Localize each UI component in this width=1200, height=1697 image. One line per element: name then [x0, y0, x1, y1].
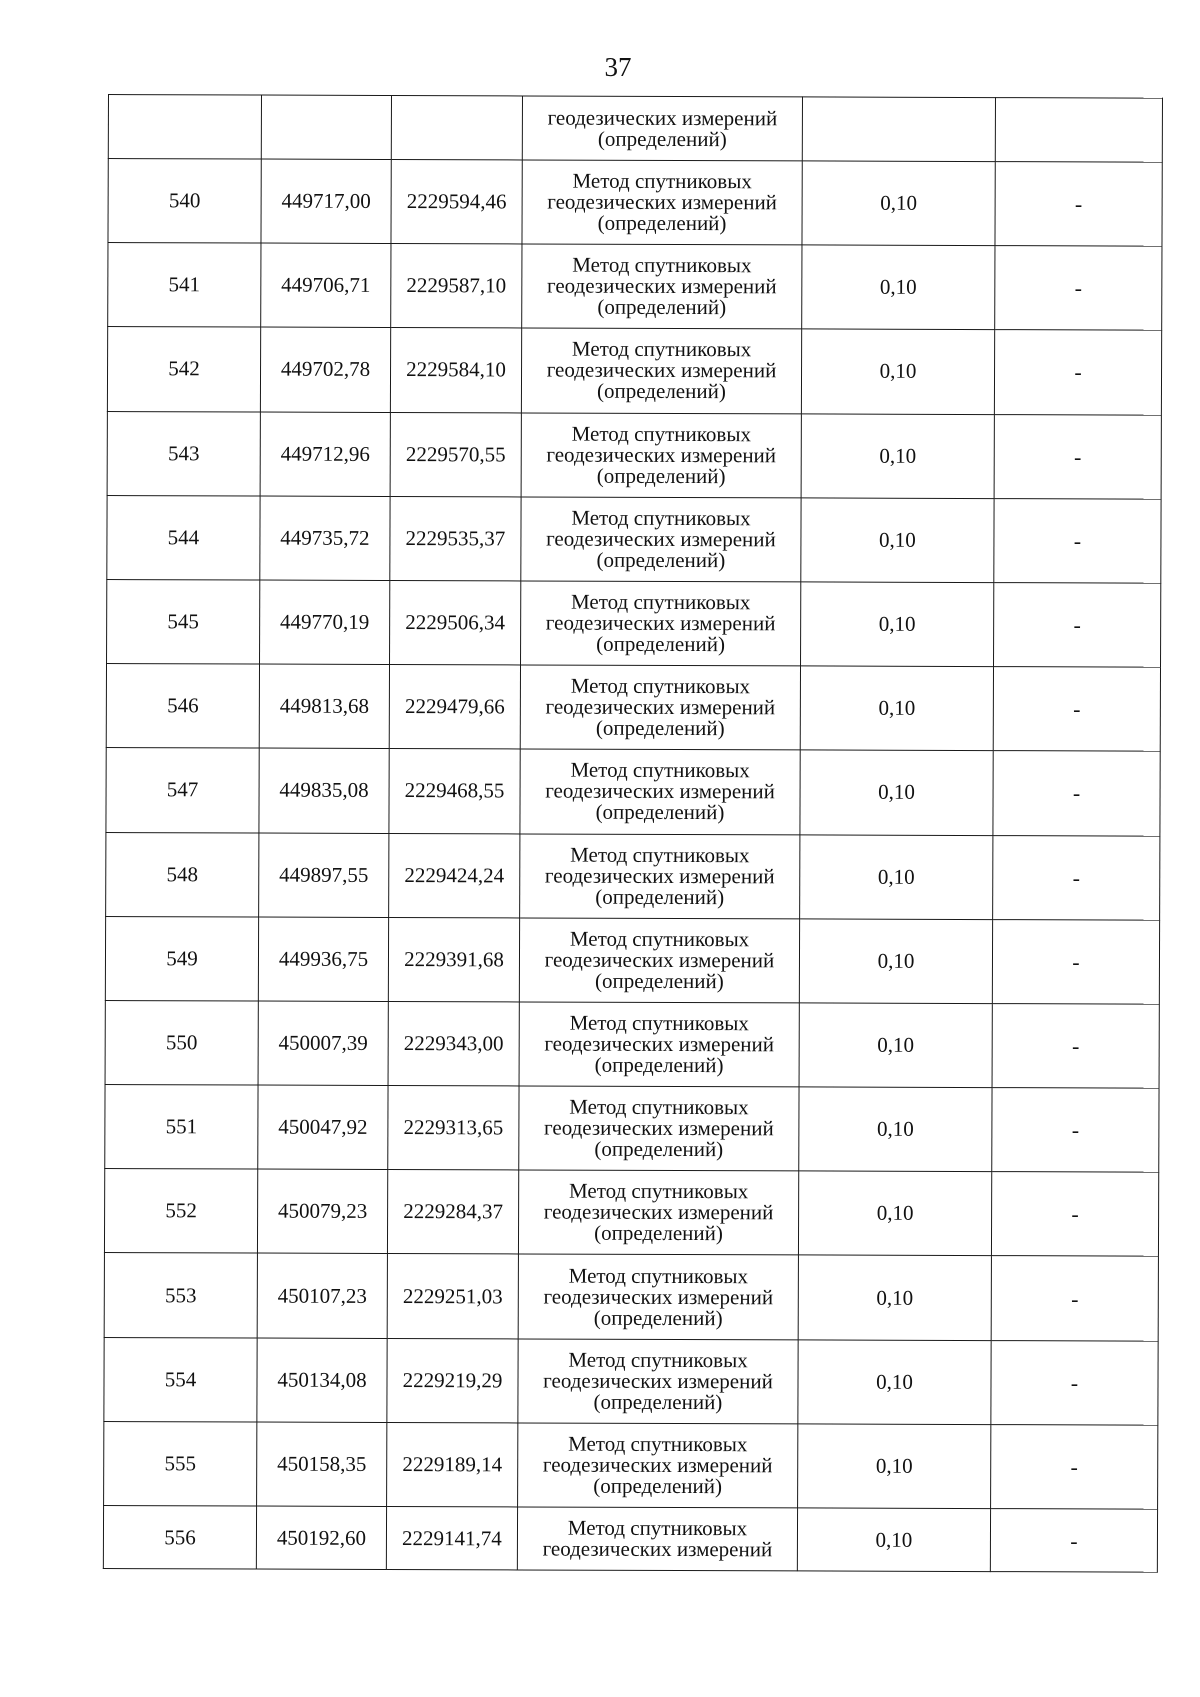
accuracy-cell: 0,10 [798, 1424, 991, 1509]
continuation-row [108, 95, 1162, 163]
note-cell [995, 98, 1162, 163]
x-cell: 449712,96 [260, 412, 390, 497]
note-cell: - [991, 1424, 1158, 1509]
y-cell: 2229189,14 [387, 1422, 518, 1507]
method-line-3: (определений) [594, 1221, 723, 1246]
method-line-1: Метод спутниковых [571, 505, 751, 531]
method-line-3: (определений) [593, 1389, 723, 1414]
method-line-2: геодезических измерений [543, 1368, 773, 1394]
x-cell: 449735,72 [260, 496, 390, 581]
note-cell: - [993, 835, 1160, 920]
table-row [108, 243, 1162, 331]
method-line-2: геодезических измерений [544, 1031, 775, 1057]
accuracy-cell: 0,10 [801, 413, 994, 498]
x-cell: 449897,55 [259, 833, 389, 918]
method-line-2: геодезических измерений [546, 442, 777, 467]
method-line-3: (определений) [596, 547, 726, 573]
point-cell: 551 [105, 1085, 258, 1170]
method-line-2: геодезических измерений [545, 610, 776, 636]
accuracy-cell: 0,10 [799, 1003, 992, 1088]
method-cell [519, 1086, 799, 1171]
table-row [107, 327, 1161, 415]
point-cell [108, 95, 261, 160]
method-line-3: (определений) [593, 1473, 723, 1499]
method-line-3: (определений) [594, 968, 724, 993]
note-cell: - [990, 1509, 1157, 1573]
table-row [105, 1000, 1159, 1088]
accuracy-cell: 0,10 [802, 245, 995, 330]
point-cell: 543 [107, 411, 260, 496]
method-line-1: Метод спутниковых [570, 842, 750, 867]
note-cell: - [992, 919, 1159, 1004]
table-row [107, 495, 1161, 583]
method-cell [521, 413, 801, 498]
table-body [103, 95, 1162, 1573]
point-cell: 541 [108, 243, 261, 328]
table-row [104, 1253, 1158, 1341]
accuracy-cell: 0,10 [798, 1171, 991, 1256]
method-cell [517, 1507, 797, 1571]
method-line-3: (определений) [594, 1052, 724, 1078]
note-cell: - [994, 498, 1161, 583]
x-cell: 449813,68 [259, 664, 389, 749]
x-cell: 450079,23 [257, 1169, 387, 1254]
x-cell: 450158,35 [257, 1422, 387, 1507]
point-cell: 554 [104, 1337, 257, 1422]
note-cell: - [994, 330, 1161, 415]
method-line-3: (определений) [596, 463, 726, 488]
method-line-2: геодезических измерений [546, 358, 777, 383]
x-cell: 449936,75 [258, 917, 388, 1002]
method-cell [518, 1254, 798, 1339]
accuracy-cell: 0,10 [801, 582, 994, 667]
method-line-2: геодезических измерений [544, 1115, 774, 1141]
method-line-3: (определений) [595, 715, 725, 741]
method-cell [519, 1002, 799, 1087]
method-line-1: Метод спутниковых [568, 1347, 748, 1372]
method-line-1: Метод спутниковых [572, 252, 752, 278]
point-cell: 553 [104, 1253, 257, 1338]
method-line-3: (определений) [595, 800, 725, 825]
method-cell [518, 1339, 798, 1424]
table-row [106, 832, 1160, 920]
note-cell: - [991, 1256, 1158, 1341]
table-row [106, 664, 1160, 752]
accuracy-cell: 0,10 [800, 750, 993, 835]
accuracy-cell: 0,10 [800, 666, 993, 751]
y-cell: 2229594,46 [391, 159, 522, 244]
y-cell: 2229141,74 [386, 1506, 517, 1569]
method-cell [522, 96, 802, 161]
y-cell: 2229343,00 [388, 1001, 519, 1086]
method-line-3: (определений) [597, 294, 727, 320]
y-cell: 2229284,37 [387, 1170, 518, 1255]
y-cell: 2229506,34 [390, 580, 521, 665]
method-line-3: (определений) [593, 1305, 723, 1330]
accuracy-cell: 0,10 [798, 1255, 991, 1340]
y-cell: 2229424,24 [389, 833, 520, 918]
method-line-2: геодезических измерений [547, 189, 777, 215]
note-cell: - [993, 667, 1160, 752]
note-cell: - [993, 751, 1160, 836]
y-cell: 2229219,29 [387, 1338, 518, 1423]
method-cell [521, 581, 801, 666]
method-cell [519, 918, 799, 1003]
accuracy-cell: 0,10 [797, 1508, 990, 1572]
accuracy-cell: 0,10 [801, 329, 994, 414]
note-cell: - [991, 1172, 1158, 1257]
table-row [104, 1169, 1158, 1257]
method-line-1: Метод спутниковых [568, 1178, 749, 1204]
method-cell [522, 160, 802, 245]
table-row [106, 748, 1160, 836]
accuracy-cell: 0,10 [801, 498, 994, 583]
point-cell: 542 [107, 327, 260, 412]
point-cell: 546 [106, 664, 259, 749]
x-cell: 449770,19 [260, 580, 390, 665]
accuracy-cell [802, 97, 995, 162]
method-line-1: Метод спутниковых [567, 1515, 748, 1541]
point-cell: 550 [105, 1000, 258, 1085]
method-line-2: геодезических измерений [546, 273, 777, 299]
method-line-3: (определений) [597, 126, 727, 151]
coordinates-table [103, 94, 1163, 1573]
x-cell: 450134,08 [257, 1338, 387, 1423]
method-cell [522, 244, 802, 329]
table-row [104, 1421, 1158, 1509]
x-cell [261, 95, 391, 159]
method-line-3: (определений) [595, 884, 725, 909]
point-cell: 548 [106, 832, 259, 917]
y-cell [391, 95, 522, 159]
accuracy-cell: 0,10 [799, 919, 992, 1004]
table-row [105, 1085, 1159, 1173]
x-cell: 449835,08 [259, 748, 389, 833]
method-line-1: Метод спутниковых [570, 673, 751, 699]
table-row [107, 579, 1161, 667]
method-line-1: Метод спутниковых [568, 1431, 748, 1457]
page-number: 37 [604, 52, 632, 82]
note-cell: - [991, 1340, 1158, 1425]
table-row [103, 1505, 1157, 1572]
method-cell [521, 328, 801, 413]
method-cell [520, 833, 800, 918]
table-row [107, 411, 1161, 499]
y-cell: 2229313,65 [388, 1086, 519, 1171]
point-cell: 556 [103, 1505, 256, 1569]
method-line-2: геодезических измерений [542, 1536, 773, 1562]
point-cell: 545 [107, 579, 260, 664]
method-line-3: (определений) [594, 1136, 724, 1162]
note-cell: - [995, 246, 1162, 331]
method-line-1: Метод спутниковых [572, 168, 752, 194]
x-cell: 450047,92 [258, 1085, 388, 1170]
x-cell: 449717,00 [261, 159, 391, 244]
point-cell: 555 [104, 1421, 257, 1506]
method-line-1: Метод спутниковых [569, 1094, 749, 1120]
method-line-2: геодезических измерений [543, 1199, 774, 1225]
y-cell: 2229468,55 [389, 749, 520, 834]
method-line-1: Метод спутниковых [571, 589, 751, 615]
method-line-1: Метод спутниковых [570, 758, 750, 783]
method-cell [520, 665, 800, 750]
method-line-1: Метод спутниковых [569, 926, 750, 952]
method-line-2: геодезических измерений [544, 863, 775, 888]
y-cell: 2229391,68 [388, 917, 519, 1002]
y-cell: 2229587,10 [391, 244, 522, 329]
accuracy-cell: 0,10 [800, 834, 993, 919]
y-cell: 2229479,66 [389, 665, 520, 750]
method-line-3: (определений) [596, 631, 726, 657]
x-cell: 450107,23 [257, 1253, 387, 1338]
accuracy-cell: 0,10 [799, 1087, 992, 1172]
point-cell: 540 [108, 159, 261, 244]
y-cell: 2229584,10 [390, 328, 521, 413]
point-cell: 547 [106, 748, 259, 833]
table-row [105, 916, 1159, 1004]
point-cell: 552 [104, 1169, 257, 1254]
table-row [108, 159, 1162, 247]
y-cell: 2229251,03 [387, 1254, 518, 1339]
x-cell: 449702,78 [260, 327, 390, 412]
point-cell: 544 [107, 495, 260, 580]
method-line-1: Метод спутниковых [571, 421, 752, 446]
note-cell: - [995, 162, 1162, 247]
x-cell: 450007,39 [258, 1001, 388, 1086]
y-cell: 2229535,37 [390, 496, 521, 581]
method-line-3: (определений) [597, 379, 726, 404]
note-cell: - [992, 1088, 1159, 1173]
method-line-1: Метод спутниковых [568, 1263, 749, 1288]
method-line-2: геодезических измерений [547, 105, 778, 130]
note-cell: - [994, 414, 1161, 499]
method-cell [521, 497, 801, 582]
y-cell: 2229570,55 [390, 412, 521, 497]
method-line-2: геодезических измерений [545, 694, 776, 720]
method-line-1: Метод спутниковых [569, 1010, 749, 1036]
method-line-1: Метод спутниковых [571, 337, 752, 362]
x-cell: 450192,60 [256, 1506, 386, 1569]
accuracy-cell: 0,10 [802, 161, 995, 246]
note-cell: - [992, 1003, 1159, 1088]
method-cell [520, 749, 800, 834]
note-cell: - [994, 583, 1161, 668]
method-line-2: геодезических измерений [546, 526, 776, 552]
table-row [104, 1337, 1158, 1425]
method-line-2: геодезических измерений [544, 947, 775, 973]
method-line-2: геодезических измерений [545, 778, 775, 804]
point-cell: 549 [105, 916, 258, 1001]
method-cell [518, 1423, 798, 1508]
method-line-2: геодезических измерений [542, 1452, 773, 1478]
x-cell: 449706,71 [261, 243, 391, 328]
method-cell [518, 1170, 798, 1255]
accuracy-cell: 0,10 [798, 1340, 991, 1425]
method-line-3: (определений) [597, 210, 727, 236]
method-line-2: геодезических измерений [543, 1284, 774, 1309]
